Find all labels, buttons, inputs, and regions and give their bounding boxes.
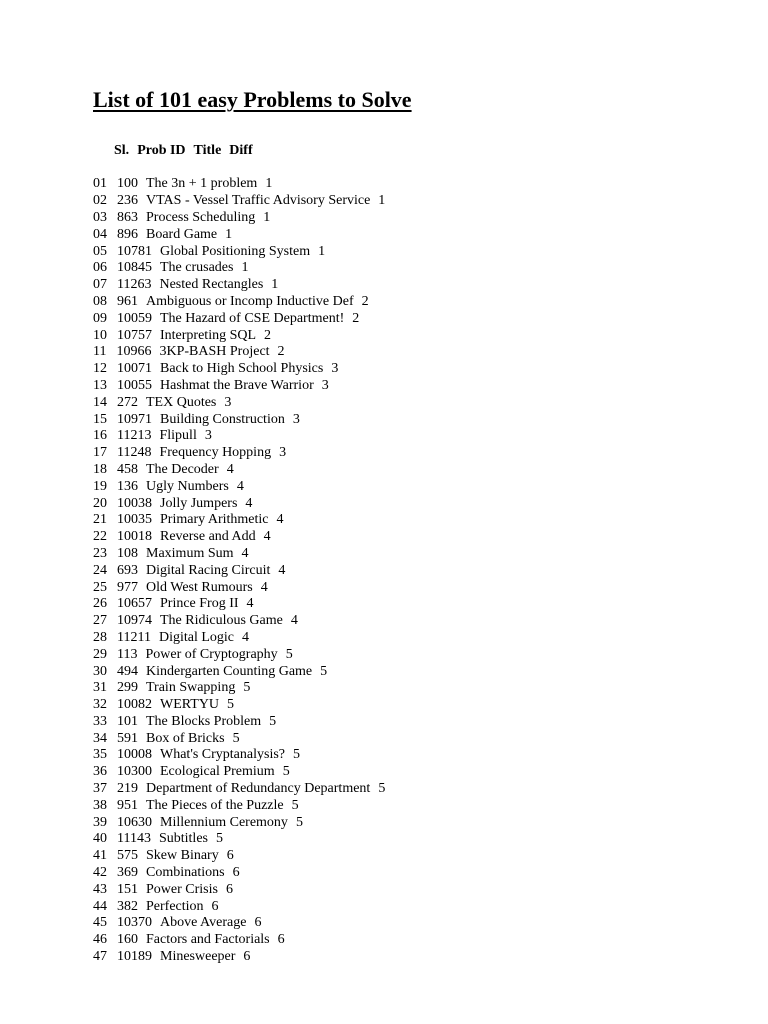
row-prob-id: 863 — [117, 209, 138, 225]
row-sl: 06 — [93, 260, 107, 276]
row-title: Process Scheduling — [146, 209, 256, 225]
row-sl: 18 — [93, 461, 107, 477]
row-prob-id: 10071 — [117, 361, 152, 377]
problem-list — [93, 126, 393, 966]
row-sl: 13 — [93, 377, 107, 393]
list-item — [93, 311, 393, 328]
row-sl: 36 — [93, 764, 107, 780]
row-prob-id: 977 — [117, 579, 138, 595]
row-sl: 17 — [93, 445, 107, 461]
row-title: The Blocks Problem — [146, 713, 262, 729]
row-prob-id: 896 — [117, 226, 138, 242]
row-title: The Hazard of CSE Department! — [160, 310, 345, 326]
row-title: 3KP-BASH Project — [159, 344, 270, 360]
list-item — [93, 244, 393, 261]
row-diff: 5 — [227, 697, 235, 713]
row-diff: 5 — [269, 713, 277, 729]
row-sl: 41 — [93, 848, 107, 864]
row-prob-id: 10757 — [117, 327, 152, 343]
row-title: Skew Binary — [146, 848, 219, 864]
row-title: Digital Logic — [158, 629, 235, 645]
list-item — [93, 395, 393, 412]
column-header-diff: Diff — [229, 142, 253, 158]
row-title: Kindergarten Counting Game — [146, 663, 313, 679]
row-title: The Pieces of the Puzzle — [146, 797, 284, 813]
row-sl: 05 — [93, 243, 107, 259]
page-title: List of 101 easy Problems to Solve — [93, 87, 412, 112]
row-title: Power of Cryptography — [145, 646, 278, 662]
row-sl: 14 — [93, 394, 107, 410]
row-prob-id: 382 — [117, 898, 138, 914]
row-title: Back to High School Physics — [160, 361, 324, 377]
row-title: Board Game — [146, 226, 218, 242]
row-diff: 5 — [320, 663, 328, 679]
list-item — [93, 899, 393, 916]
row-sl: 47 — [93, 949, 107, 965]
list-header — [93, 126, 393, 176]
row-diff: 1 — [241, 260, 249, 276]
row-diff: 5 — [215, 831, 223, 847]
row-diff: 3 — [204, 428, 212, 444]
row-sl: 37 — [93, 781, 107, 797]
row-title: VTAS - Vessel Traffic Advisory Service — [146, 193, 371, 209]
row-prob-id: 10018 — [117, 529, 152, 545]
list-rows — [93, 176, 393, 965]
row-prob-id: 11143 — [117, 831, 151, 847]
row-prob-id: 961 — [117, 293, 138, 309]
row-sl: 39 — [93, 814, 107, 830]
list-item — [93, 781, 393, 798]
row-prob-id: 575 — [117, 848, 138, 864]
list-item — [93, 479, 393, 496]
row-diff: 5 — [243, 680, 251, 696]
row-prob-id: 10189 — [117, 949, 152, 965]
list-item — [93, 798, 393, 815]
row-sl: 03 — [93, 209, 107, 225]
row-prob-id: 10082 — [117, 697, 152, 713]
row-title: Global Positioning System — [160, 243, 311, 259]
row-prob-id: 10008 — [117, 747, 152, 763]
row-title: Nested Rectangles — [159, 277, 264, 293]
row-sl: 27 — [93, 613, 107, 629]
row-prob-id: 136 — [117, 478, 138, 494]
row-sl: 30 — [93, 663, 107, 679]
row-prob-id: 10038 — [117, 495, 152, 511]
row-diff: 4 — [278, 562, 286, 578]
column-header-prob-id: Prob ID — [137, 142, 186, 158]
row-title: Subtitles — [158, 831, 208, 847]
row-prob-id: 272 — [117, 394, 138, 410]
row-title: WERTYU — [160, 697, 220, 713]
row-diff: 5 — [282, 764, 290, 780]
row-title: Ecological Premium — [160, 764, 275, 780]
row-title: Digital Racing Circuit — [146, 562, 271, 578]
row-prob-id: 591 — [117, 730, 138, 746]
list-item — [93, 596, 393, 613]
list-item — [93, 949, 393, 966]
row-prob-id: 494 — [117, 663, 138, 679]
list-item — [93, 664, 393, 681]
row-sl: 34 — [93, 730, 107, 746]
row-sl: 23 — [93, 545, 107, 561]
row-title: Factors and Factorials — [146, 932, 270, 948]
list-item — [93, 445, 393, 462]
row-diff: 6 — [243, 949, 251, 965]
row-title: The crusades — [160, 260, 234, 276]
row-title: Building Construction — [160, 411, 285, 427]
row-prob-id: 10370 — [117, 915, 152, 931]
row-sl: 43 — [93, 881, 107, 897]
row-diff: 4 — [242, 629, 250, 645]
row-diff: 4 — [276, 512, 284, 528]
row-sl: 40 — [93, 831, 107, 847]
row-prob-id: 11248 — [117, 445, 152, 461]
row-title: Reverse and Add — [160, 529, 256, 545]
list-item — [93, 647, 393, 664]
row-diff: 2 — [352, 310, 360, 326]
list-item — [93, 412, 393, 429]
row-prob-id: 10974 — [117, 613, 152, 629]
list-item — [93, 378, 393, 395]
row-diff: 1 — [271, 277, 279, 293]
row-diff: 4 — [263, 529, 271, 545]
row-title: Combinations — [146, 865, 225, 881]
row-sl: 42 — [93, 865, 107, 881]
row-title: Ugly Numbers — [146, 478, 229, 494]
row-diff: 4 — [290, 613, 298, 629]
row-title: Millennium Ceremony — [160, 814, 288, 830]
row-title: TEX Quotes — [146, 394, 217, 410]
row-sl: 02 — [93, 193, 107, 209]
row-diff: 4 — [236, 478, 244, 494]
row-title: Jolly Jumpers — [160, 495, 238, 511]
row-sl: 46 — [93, 932, 107, 948]
row-diff: 1 — [263, 209, 271, 225]
row-title: Flipull — [159, 428, 197, 444]
row-prob-id: 10630 — [117, 814, 152, 830]
row-prob-id: 951 — [117, 797, 138, 813]
row-sl: 22 — [93, 529, 107, 545]
row-sl: 10 — [93, 327, 107, 343]
row-title: The Decoder — [146, 461, 219, 477]
row-prob-id: 11213 — [117, 428, 152, 444]
row-title: Department of Redundancy Department — [146, 781, 371, 797]
row-title: Above Average — [160, 915, 247, 931]
list-item — [93, 428, 393, 445]
row-prob-id: 101 — [117, 713, 138, 729]
row-title: Prince Frog II — [160, 596, 239, 612]
row-diff: 1 — [318, 243, 326, 259]
row-diff: 5 — [285, 646, 293, 662]
row-sl: 04 — [93, 226, 107, 242]
row-prob-id: 693 — [117, 562, 138, 578]
list-item — [93, 865, 393, 882]
row-title: Old West Rumours — [146, 579, 253, 595]
row-sl: 16 — [93, 428, 107, 444]
row-diff: 6 — [211, 898, 219, 914]
row-diff: 3 — [279, 445, 287, 461]
row-prob-id: 236 — [117, 193, 138, 209]
row-diff: 5 — [291, 797, 299, 813]
row-title: Interpreting SQL — [160, 327, 257, 343]
row-prob-id: 11211 — [117, 629, 151, 645]
row-diff: 3 — [224, 394, 232, 410]
row-diff: 6 — [277, 932, 285, 948]
row-diff: 4 — [245, 495, 253, 511]
row-sl: 12 — [93, 361, 107, 377]
list-item — [93, 260, 393, 277]
row-diff: 5 — [378, 781, 386, 797]
row-diff: 1 — [378, 193, 386, 209]
row-title: Box of Bricks — [146, 730, 225, 746]
row-sl: 28 — [93, 629, 107, 645]
row-prob-id: 10657 — [117, 596, 152, 612]
list-item — [93, 613, 393, 630]
list-item — [93, 512, 393, 529]
row-diff: 4 — [260, 579, 268, 595]
row-diff: 3 — [321, 377, 329, 393]
row-prob-id: 10055 — [117, 377, 152, 393]
row-sl: 25 — [93, 579, 107, 595]
row-diff: 6 — [226, 848, 234, 864]
row-diff: 2 — [277, 344, 285, 360]
list-item — [93, 731, 393, 748]
list-item — [93, 176, 393, 193]
row-sl: 24 — [93, 562, 107, 578]
list-item — [93, 227, 393, 244]
list-item — [93, 915, 393, 932]
row-diff: 6 — [232, 865, 240, 881]
row-title: Frequency Hopping — [159, 445, 272, 461]
list-item — [93, 193, 393, 210]
list-item — [93, 546, 393, 563]
row-title: Power Crisis — [146, 881, 218, 897]
row-sl: 45 — [93, 915, 107, 931]
row-diff: 3 — [292, 411, 300, 427]
row-diff: 2 — [264, 327, 272, 343]
row-sl: 15 — [93, 411, 107, 427]
row-title: Train Swapping — [146, 680, 236, 696]
list-item — [93, 932, 393, 949]
row-diff: 5 — [232, 730, 240, 746]
row-title: Primary Arithmetic — [160, 512, 269, 528]
list-item — [93, 496, 393, 513]
list-item — [93, 831, 393, 848]
list-item — [93, 328, 393, 345]
row-sl: 09 — [93, 310, 107, 326]
row-title: The Ridiculous Game — [160, 613, 283, 629]
row-title: The 3n + 1 problem — [146, 176, 258, 192]
list-item — [93, 815, 393, 832]
row-sl: 20 — [93, 495, 107, 511]
row-prob-id: 11263 — [117, 277, 152, 293]
row-diff: 4 — [246, 596, 254, 612]
row-prob-id: 10300 — [117, 764, 152, 780]
list-item — [93, 277, 393, 294]
row-prob-id: 369 — [117, 865, 138, 881]
row-title: Hashmat the Brave Warrior — [160, 377, 314, 393]
column-header-sl: Sl. — [114, 142, 130, 158]
list-item — [93, 344, 393, 361]
row-diff: 1 — [265, 176, 273, 192]
row-diff: 4 — [226, 461, 234, 477]
row-prob-id: 10059 — [117, 310, 152, 326]
row-sl: 38 — [93, 797, 107, 813]
row-sl: 35 — [93, 747, 107, 763]
list-item — [93, 529, 393, 546]
row-diff: 2 — [361, 293, 369, 309]
list-item — [93, 462, 393, 479]
row-prob-id: 299 — [117, 680, 138, 696]
row-prob-id: 10966 — [116, 344, 152, 360]
list-item — [93, 630, 393, 647]
row-sl: 33 — [93, 713, 107, 729]
row-prob-id: 113 — [117, 646, 138, 662]
row-diff: 1 — [225, 226, 233, 242]
row-prob-id: 160 — [117, 932, 138, 948]
list-item — [93, 680, 393, 697]
row-diff: 4 — [241, 545, 249, 561]
list-item — [93, 361, 393, 378]
row-diff: 3 — [331, 361, 339, 377]
row-sl: 29 — [93, 646, 107, 662]
row-sl: 32 — [93, 697, 107, 713]
row-diff: 6 — [225, 881, 233, 897]
row-title: What's Cryptanalysis? — [160, 747, 285, 763]
row-diff: 6 — [254, 915, 262, 931]
row-title: Maximum Sum — [146, 545, 234, 561]
row-prob-id: 108 — [117, 545, 138, 561]
list-item — [93, 697, 393, 714]
list-item — [93, 563, 393, 580]
row-sl: 19 — [93, 478, 107, 494]
row-sl: 31 — [93, 680, 107, 696]
row-sl: 11 — [93, 344, 107, 360]
row-title: Perfection — [146, 898, 204, 914]
row-sl: 07 — [93, 277, 107, 293]
row-prob-id: 219 — [117, 781, 138, 797]
row-sl: 44 — [93, 898, 107, 914]
row-prob-id: 10781 — [117, 243, 152, 259]
row-prob-id: 458 — [117, 461, 138, 477]
row-diff: 5 — [295, 814, 303, 830]
row-sl: 08 — [93, 293, 107, 309]
row-sl: 26 — [93, 596, 107, 612]
list-item — [93, 714, 393, 731]
row-sl: 21 — [93, 512, 107, 528]
list-item — [93, 294, 393, 311]
column-header-title: Title — [193, 142, 222, 158]
list-item — [93, 210, 393, 227]
row-prob-id: 10971 — [117, 411, 152, 427]
row-prob-id: 10845 — [117, 260, 152, 276]
row-prob-id: 151 — [117, 881, 138, 897]
row-title: Ambiguous or Incomp Inductive Def — [146, 293, 354, 309]
list-item — [93, 764, 393, 781]
list-item — [93, 747, 393, 764]
row-title: Minesweeper — [160, 949, 236, 965]
list-item — [93, 882, 393, 899]
row-prob-id: 100 — [117, 176, 138, 192]
row-diff: 5 — [293, 747, 300, 763]
list-item — [93, 580, 393, 597]
row-prob-id: 10035 — [117, 512, 152, 528]
list-item — [93, 848, 393, 865]
row-sl: 01 — [93, 176, 107, 192]
